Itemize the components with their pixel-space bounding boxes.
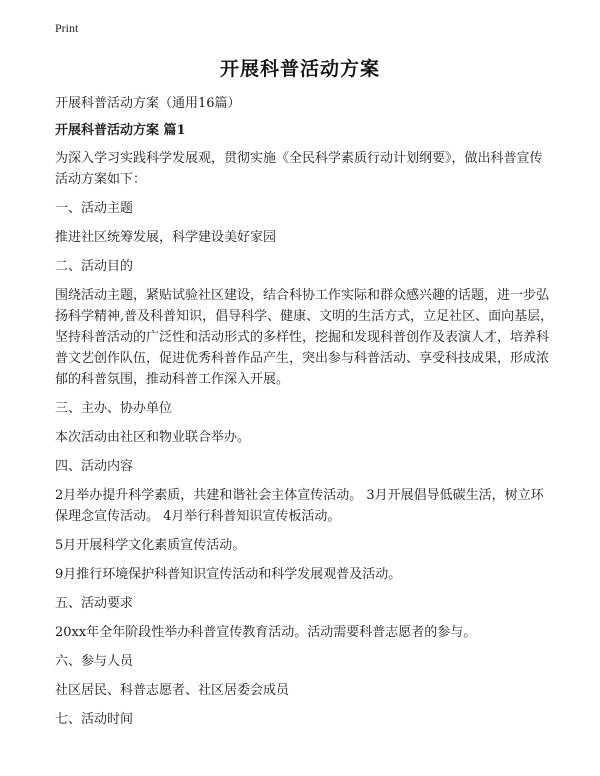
print-link[interactable]: Print [55, 21, 79, 35]
section-heading: 开展科普活动方案 篇1 [55, 123, 186, 138]
document-subtitle: 开展科普活动方案（通用16篇） [55, 96, 241, 111]
heading-content: 四、活动内容 [55, 459, 134, 474]
theme-paragraph: 推进社区统筹发展，科学建设美好家园 [55, 230, 277, 245]
heading-organizers: 三、主办、协办单位 [55, 401, 173, 416]
document-body [55, 93, 555, 738]
content-paragraph-3: 9月推行环境保护科普知识宣传活动和科学发展观普及活动。 [55, 567, 402, 582]
heading-time: 七、活动时间 [55, 712, 134, 727]
intro-paragraph: 为深入学习实践科学发展观，贯彻实施《全民科学素质行动计划纲要》，做出科普宣传活动方案如下： [55, 151, 543, 187]
participants-paragraph: 社区居民、科普志愿者、社区居委会成员 [55, 683, 290, 698]
heading-participants: 六、参与人员 [55, 654, 134, 669]
organizers-paragraph: 本次活动由社区和物业联合举办。 [55, 430, 251, 445]
heading-requirements: 五、活动要求 [55, 596, 134, 611]
heading-purpose: 二、活动目的 [55, 259, 134, 274]
page-title: 开展科普活动方案 [219, 58, 380, 80]
requirements-paragraph: 20xx年全年阶段性举办科普宣传教育活动。活动需要科普志愿者的参与。 [55, 625, 477, 640]
purpose-paragraph: 围绕活动主题，紧贴试验社区建设，结合科协工作实际和群众感兴趣的话题，进一步弘扬科学精神,普及科普知识，倡导科学、健康、文明的生活方式，立足社区、面向基层，坚持科普活动的广泛性和活动形式的多样性，挖掘和发现科普创作及表演人才，培养科普文艺创作队伍，促进优秀科普作品产生，突出参与科普活动、享受科技成果，形成浓郁的科普氛围，推动科普工作深入开展。 [55, 288, 554, 387]
content-paragraph-1: 2月举办提升科学素质，共建和谐社会主体宣传活动。 3月开展倡导低碳生活，树立环保理念宣传活动。 4月举行科普知识宣传板活动。 [55, 488, 544, 524]
heading-theme: 一、活动主题 [55, 201, 134, 216]
content-paragraph-2: 5月开展科学文化素质宣传活动。 [55, 538, 246, 553]
